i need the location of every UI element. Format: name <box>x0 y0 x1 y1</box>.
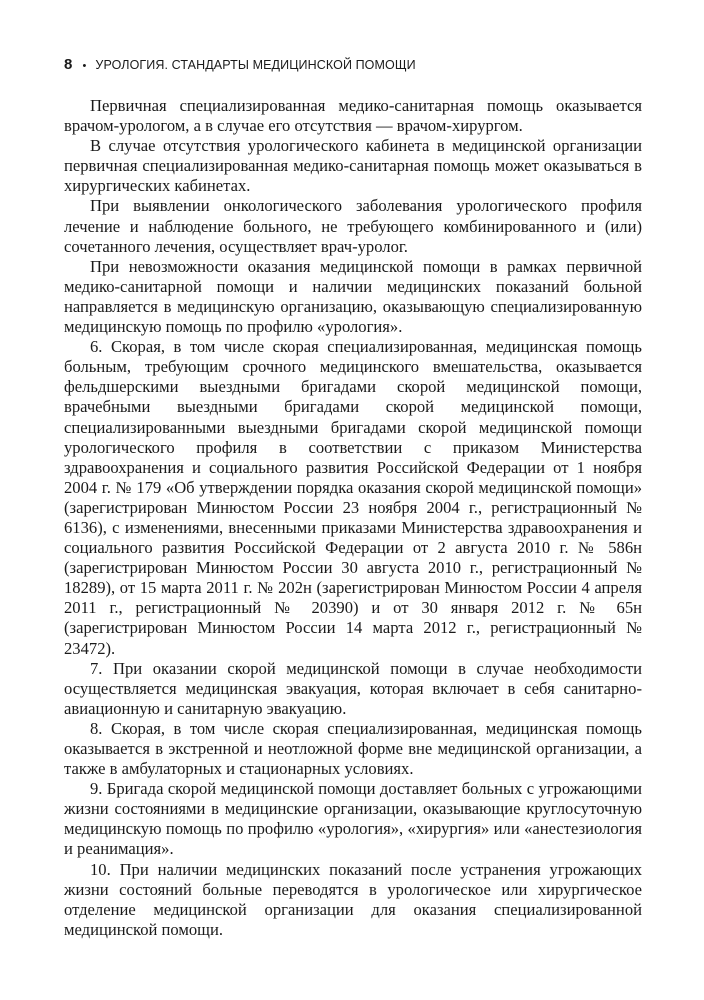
page-number: 8 <box>64 56 73 73</box>
running-title: УРОЛОГИЯ. СТАНДАРТЫ МЕДИЦИНСКОЙ ПОМОЩИ <box>95 58 416 72</box>
paragraph-2: В случае отсутствия урологического кабинета в медицинской организации первичная специализированная медико-санитарная помощь может оказываться в хирургических кабинетах. <box>64 136 642 196</box>
header-bullet: • <box>82 60 87 72</box>
paragraph-item-10: 10. При наличии медицинских показаний после устранения угрожающих жизни состояний больные переводятся в урологическое или хирургическое отделение медицинской организации для оказания специализированной медицинской помощи. <box>64 859 642 939</box>
document-page <box>64 56 642 940</box>
paragraph-item-7: 7. При оказании скорой медицинской помощи в случае необходимости осуществляется медицинская эвакуация, которая включает в себя санитарно-авиационную и санитарную эвакуацию. <box>64 658 642 718</box>
paragraph-1: Первичная специализированная медико-санитарная помощь оказывается врачом-урологом, а в случае его отсутствия — врачом-хирургом. <box>64 96 642 136</box>
paragraph-4: При невозможности оказания медицинской помощи в рамках первичной медико-санитарной помощи и наличии медицинских показаний больной направляется в медицинскую организацию, оказывающую специализированную медицинскую помощь по профилю «урология». <box>64 256 642 337</box>
running-header <box>64 56 642 78</box>
paragraph-3: При выявлении онкологического заболевания урологического профиля лечение и наблюдение больного, не требующего комбинированного и (или) сочетанного лечения, осуществляет врач-уролог. <box>64 196 642 256</box>
paragraph-item-6: 6. Скорая, в том числе скорая специализированная, медицинская помощь больным, требующим срочного медицинского вмешательства, оказывается фельдшерскими выездными бригадами скорой медицинской помощи, врачебными выездными бригадами скорой медицинской помощи, специализированными выездными бригадами скорой медицинской помощи урологического профиля в соответствии с приказом Министерства здравоохранения и социального развития Российской Федерации от 1 ноября 2004 г. № 179 «Об утверждении порядка оказания скорой медицинской помощи» (зарегистрирован Минюстом России 23 ноября 2004 г., регистрационный № 6136), с изменениями, внесенными приказами Министерства здравоохранения и социального развития Российской Федерации от 2 августа 2010 г. № 586н (зарегистрирован Минюстом России 30 августа 2010 г., регистрационный № 18289), от 15 марта 2011 г. № 202н (зарегистрирован Минюстом России 4 апреля 2011 г., регистрационный № 20390) и от 30 января 2012 г. № 65н (зарегистрирован Минюстом России 14 марта 2012 г., регистрационный № 23472). <box>64 337 642 658</box>
paragraph-item-9: 9. Бригада скорой медицинской помощи доставляет больных с угрожающими жизни состояниями в медицинские организации, оказывающие круглосуточную медицинскую помощь по профилю «урология», «хирургия» или «анестезиология и реанимация». <box>64 779 642 859</box>
body-text <box>64 96 642 940</box>
paragraph-item-8: 8. Скорая, в том числе скорая специализированная, медицинская помощь оказывается в экстренной и неотложной форме вне медицинской организации, а также в амбулаторных и стационарных условиях. <box>64 718 642 779</box>
